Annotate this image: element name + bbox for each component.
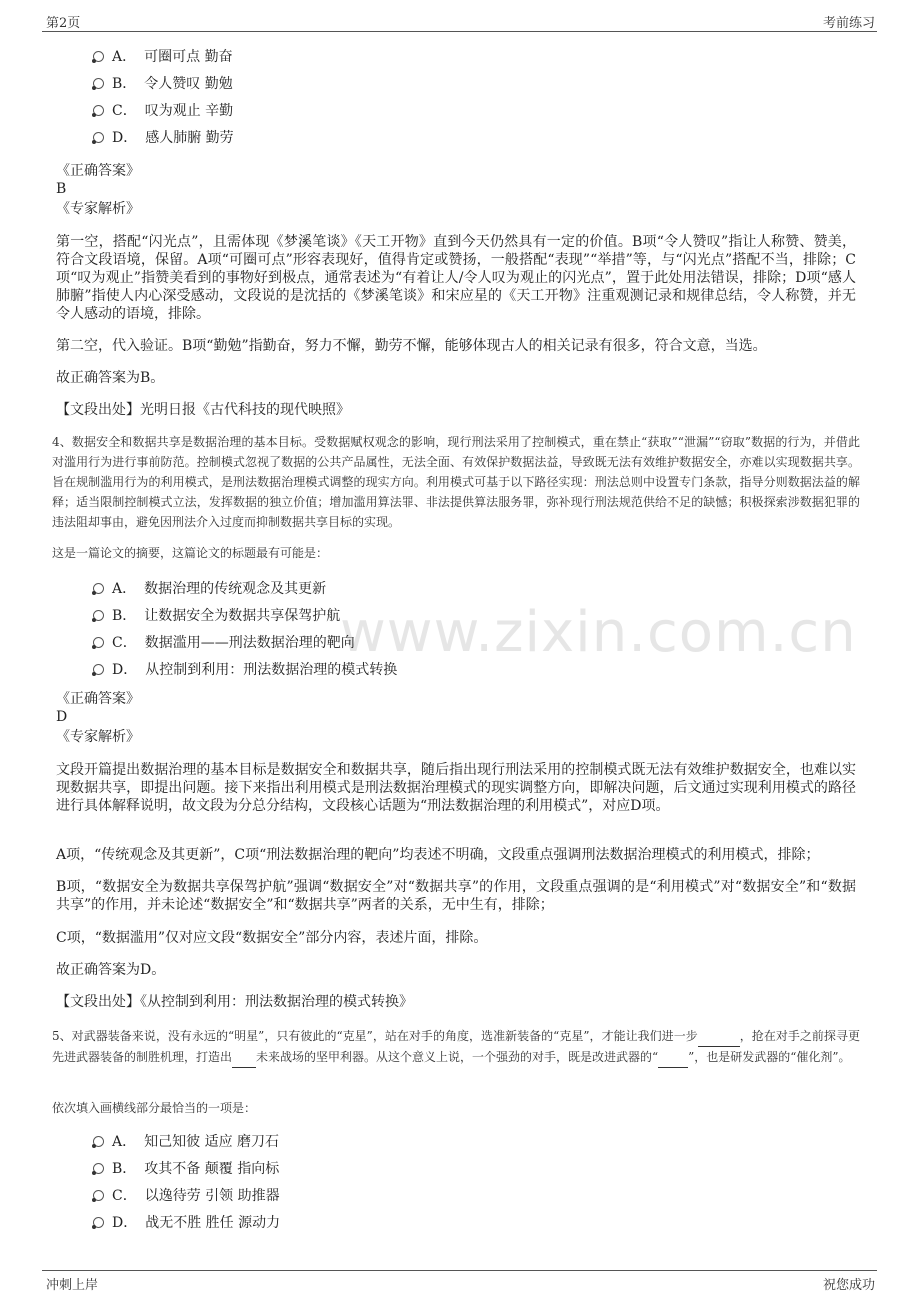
q4-source: 【文段出处】《从控制到利用：刑法数据治理的模式转换》 — [56, 994, 413, 1010]
q3-option-c[interactable]: C． 叹为观止 辛勤 — [93, 98, 234, 125]
radio-icon[interactable] — [93, 132, 104, 143]
q5-option-d[interactable]: D． 战无不胜 胜任 源动力 — [93, 1210, 280, 1237]
fill-blank-2 — [232, 1047, 256, 1068]
q4-stem: 4、数据安全和数据共享是数据治理的基本目标。受数据赋权观念的影响，现行刑法采用了控制模式，重在禁止“获取”“泄漏”“窃取”数据的行为，并借此对滥用行为进行事前防范。控制模式忽视了数据的公共产品属性，无法全面、有效保护数据法益，导致既无法有效维护数据安全，亦难以实现数据共享。旨在规制滥用行为的利用模式，是刑法数据治理模式调整的现实方向。利用模式可基于以下路径实现：刑法总则中设置专门条款，指导分则数据法益的解释；适当限制控制模式立法，发挥数据的独立价值；增加滥用算法罪、非法提供算法服务罪，弥补现行刑法规范供给不足的缺憾；积极探索涉数据犯罪的违法阻却事由，避免因刑法介入过度而抑制数据共享目标的实现。 — [52, 435, 860, 529]
radio-icon[interactable] — [93, 637, 104, 648]
fill-blank-3 — [658, 1047, 688, 1068]
q5-option-a[interactable]: A． 知己知彼 适应 磨刀石 — [93, 1129, 280, 1156]
q4-options — [93, 576, 397, 684]
q5-options — [93, 1129, 280, 1237]
page-footer — [42, 1270, 877, 1297]
radio-icon[interactable] — [93, 1190, 104, 1201]
q3-analysis-conclusion: 故正确答案为B。 — [56, 370, 165, 386]
radio-icon[interactable] — [93, 1217, 104, 1228]
q5-option-b[interactable]: B． 攻其不备 颠覆 指向标 — [93, 1156, 280, 1183]
page-header — [42, 10, 877, 32]
radio-icon[interactable] — [93, 1136, 104, 1147]
q3-analysis-heading: 《专家解析》 — [56, 201, 140, 217]
q4-analysis-paragraph: B项，“数据安全为数据共享保驾护航”强调“数据安全”对“数据共享”的作用，文段重点强调的是“利用模式”对“数据安全”和“数据共享”的作用，并未论述“数据安全”和“数据共享”两者的关系，无中生有，排除； — [56, 879, 856, 913]
footer-right-text: 祝您成功 — [822, 1278, 875, 1293]
q4-analysis-paragraph: 文段开篇提出数据治理的基本目标是数据安全和数据共享，随后指出现行刑法采用的控制模式既无法有效维护数据安全，也难以实现数据共享，即提出问题。接下来指出利用模式是刑法数据治理模式的现实调整方向，即解决问题，后文通过实现利用模式的路径进行具体解释说明，故文段为分总分结构，文段核心话题为“刑法数据治理的利用模式”，对应D项。 — [56, 762, 856, 814]
watermark: www.zixin.com.cn — [340, 600, 857, 665]
q5-stem: 5、对武器装备来说，没有永远的“明星”，只有彼此的“克星”，站在对手的角度，选准新装备的“克星”，才能让我们进一步 ，抢在对手之前探寻更先进武器装备的制胜机理，打造出 未来战场的坚甲利器。从这个意义上说，一个强劲的对手，既是改进武器的“ ”，也是研发武器的“催化剂”。 — [52, 1026, 860, 1068]
radio-icon[interactable] — [93, 583, 104, 594]
radio-icon[interactable] — [93, 105, 104, 116]
page-number: 第2页 — [46, 16, 81, 31]
q4-option-d[interactable]: D． 从控制到利用：刑法数据治理的模式转换 — [93, 657, 397, 684]
q4-question: 这是一篇论文的摘要，这篇论文的标题最有可能是： — [52, 546, 329, 560]
q3-answer-heading: 《正确答案》 — [56, 163, 140, 179]
radio-icon[interactable] — [93, 1163, 104, 1174]
q4-analysis-conclusion: 故正确答案为D。 — [56, 962, 166, 978]
q5-question: 依次填入画横线部分最恰当的一项是： — [52, 1101, 257, 1115]
radio-icon[interactable] — [93, 78, 104, 89]
q3-analysis-paragraph: 第二空，代入验证。B项“勤勉”指勤奋，努力不懈，勤劳不懈，能够体现古人的相关记录有很多，符合文意，当选。 — [56, 338, 767, 354]
radio-icon[interactable] — [93, 610, 104, 621]
q3-option-b[interactable]: B． 令人赞叹 勤勉 — [93, 71, 234, 98]
q4-analysis-heading: 《专家解析》 — [56, 729, 140, 745]
q3-source: 【文段出处】光明日报《古代科技的现代映照》 — [56, 402, 350, 418]
q4-answer-heading: 《正确答案》 — [56, 691, 140, 707]
footer-left-text: 冲刺上岸 — [46, 1278, 99, 1293]
q4-analysis-paragraph: A项，“传统观念及其更新”，C项“刑法数据治理的靶向”均表述不明确，文段重点强调刑法数据治理模式的利用模式，排除； — [56, 847, 820, 863]
radio-icon[interactable] — [93, 51, 104, 62]
q4-analysis-paragraph: C项，“数据滥用”仅对应文段“数据安全”部分内容，表述片面，排除。 — [56, 930, 488, 946]
radio-icon[interactable] — [93, 664, 104, 675]
q3-analysis-paragraph: 第一空，搭配“闪光点”，且需体现《梦溪笔谈》《天工开物》直到今天仍然具有一定的价值。B项“令人赞叹”指让人称赞、赞美，符合文段语境，保留。A项“可圈可点”形容表现好，值得肯定或赞扬，一般搭配“表现”“举措”等，与“闪光点”搭配不当，排除；C项“叹为观止”指赞美看到的事物好到极点，通常表述为“有着让人/令人叹为观止的闪光点”，置于此处用法错误，排除；D项“感人肺腑”指使人内心深受感动，文段说的是沈括的《梦溪笔谈》和宋应星的《天工开物》注重观测记录和规律总结，令人称赞，并无令人感动的语境，排除。 — [56, 234, 856, 322]
q3-option-d[interactable]: D． 感人肺腑 勤劳 — [93, 125, 234, 152]
q5-option-c[interactable]: C． 以逸待劳 引领 助推器 — [93, 1183, 280, 1210]
fill-blank-1 — [698, 1026, 740, 1047]
q4-option-b[interactable]: B． 让数据安全为数据共享保驾护航 — [93, 603, 397, 630]
q3-option-a[interactable]: A． 可圈可点 勤奋 — [93, 44, 234, 71]
q4-option-a[interactable]: A． 数据治理的传统观念及其更新 — [93, 576, 397, 603]
q3-answer: B — [56, 181, 67, 197]
header-title: 考前练习 — [822, 16, 875, 31]
q3-options — [93, 44, 234, 152]
q4-answer: D — [56, 709, 68, 725]
q4-option-c[interactable]: C． 数据滥用——刑法数据治理的靶向 — [93, 630, 397, 657]
